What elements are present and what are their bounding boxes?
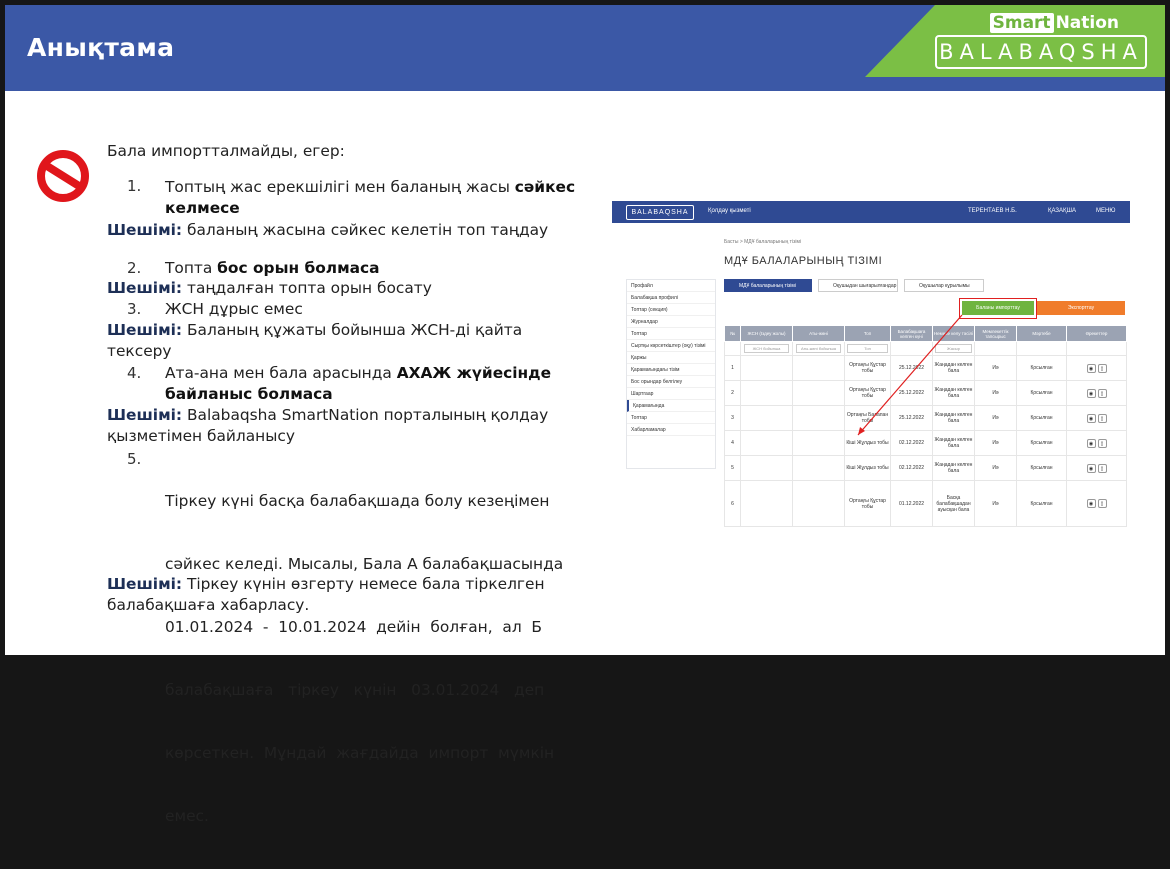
sidebar-item[interactable]: Сыртқы көрсеткіштер (оқу) тізімі (627, 340, 715, 352)
document-icon[interactable]: ▯ (1098, 389, 1107, 398)
type-filter-select[interactable]: Жасыр (935, 344, 972, 353)
sidebar-item[interactable]: Топтар (секция) (627, 304, 715, 316)
eye-icon[interactable]: ◉ (1087, 364, 1096, 373)
item-2-text: Топта бос орын болмаса (165, 259, 380, 277)
portal-language[interactable]: ҚАЗАҚША (1048, 208, 1077, 214)
name-filter-input[interactable]: Аты-жөні бойынша (796, 344, 842, 353)
import-child-button[interactable]: Баланы импорттау (962, 301, 1034, 315)
item-number: 2. (127, 259, 142, 277)
logo-top-text: Smart Nation (990, 13, 1119, 33)
item-5-text: Тіркеу күні басқа балабақшада болу кезеңімен сәйкес келеді. Мысалы, Бала А балабақшасында 01.01.2024 - 10.01.2024 дейін болған, ал Б балабақшаға тіркеу күнін 03.01.2024 деп көрсеткен. Мұндай жағдайда импорт мүмкін емес. (165, 492, 564, 825)
column-header: Немесе келу тәсілі (933, 326, 975, 342)
column-header: ЖСН (Іздеу жолы) (741, 326, 793, 342)
slide-title: Анықтама (27, 33, 175, 62)
item-1-solution: Шешімі: баланың жасына сәйкес келетін топ таңдау (107, 221, 549, 239)
portal-support-link[interactable]: Қолдау қызметі (708, 208, 751, 214)
eye-icon[interactable]: ◉ (1087, 414, 1096, 423)
item-number: 5. (127, 450, 142, 468)
item-4-solution: Шешімі: Balabaqsha SmartNation порталының қолдау қызметімен байланысу (107, 406, 549, 445)
eye-icon[interactable]: ◉ (1087, 389, 1096, 398)
item-number: 4. (127, 364, 142, 382)
column-header: Топ (845, 326, 891, 342)
table-row: 6 Ортаңғы Құстар тобы 01.12.2022 Басқа балабақшадан ауысқан бала Иә Қосылған ◉ ▯ (725, 481, 1127, 527)
export-button[interactable]: Экспорттау (1037, 301, 1125, 315)
column-header: Мәртебе (1017, 326, 1067, 342)
sidebar-item[interactable]: Профайл (627, 280, 715, 292)
portal-screenshot (612, 201, 1130, 549)
prohibited-icon (37, 150, 89, 202)
smartnation-logo (933, 11, 1147, 69)
table-row: 5 Кіші Жұлдыз тобы 02.12.2022 Жаңадан келген бала Иә Қосылған ◉ ▯ (725, 456, 1127, 481)
portal-page-title: МДҰ БАЛАЛАРЫНЫҢ ТІЗІМІ (724, 255, 883, 267)
eye-icon[interactable]: ◉ (1087, 499, 1096, 508)
portal-menu[interactable]: МЕНЮ (1096, 208, 1116, 214)
sidebar-item[interactable]: Бос орындар белгілеу (627, 376, 715, 388)
table-row: 1 Ортаңғы Құстар тобы 25.12.2022 Жаңадан келген бала Иә Қосылған ◉ ▯ (725, 356, 1127, 381)
eye-icon[interactable]: ◉ (1087, 439, 1096, 448)
sidebar-item[interactable]: Хабарламалар (627, 424, 715, 436)
portal-tab-list[interactable]: МДҰ балаларының тізімі (724, 279, 812, 292)
item-3-solution: Шешімі: Баланың құжаты бойынша ЖСН-ді қайта тексеру (107, 321, 523, 360)
document-icon[interactable]: ▯ (1098, 499, 1107, 508)
portal-tab-structure[interactable]: Оқушылар кұрылымы (904, 279, 984, 292)
eye-icon[interactable]: ◉ (1087, 464, 1096, 473)
table-row: 4 Кіші Жұлдыз тобы 02.12.2022 Жаңадан келген бала Иә Қосылған ◉ ▯ (725, 431, 1127, 456)
portal-breadcrumb: Басты > МДҰ балаларының тізімі (724, 239, 802, 245)
document-icon[interactable]: ▯ (1098, 464, 1107, 473)
portal-user[interactable]: ТЕРЕНТАЕВ Н.Б. (968, 208, 1017, 214)
sidebar-item[interactable]: Топтар (627, 328, 715, 340)
iin-filter-input[interactable]: ЖСН бойынша (744, 344, 790, 353)
sidebar-item[interactable]: Балабақша профилі (627, 292, 715, 304)
column-header: Мемлекеттік тапсырыс (975, 326, 1017, 342)
sidebar-item[interactable]: Қаржы (627, 352, 715, 364)
logo-wordmark: BALABAQSHA (935, 35, 1147, 69)
group-filter-select[interactable]: Топ (847, 344, 888, 353)
sidebar-item[interactable]: Журналдар (627, 316, 715, 328)
item-number: 3. (127, 300, 142, 318)
item-4-text: Ата-ана мен бала арасында АХАЖ жүйесінде байланыс болмаса (165, 364, 552, 403)
item-5-solution: Шешімі: Тіркеу күнін өзгерту немесе бала тіркелген балабақшаға хабарласу. (107, 575, 545, 614)
item-3-text: ЖСН дұрыс емес (165, 300, 303, 318)
portal-tab-removed[interactable]: Оқушыдан шығарылғандар (818, 279, 898, 292)
portal-logo[interactable]: BALABAQSHA (626, 205, 694, 220)
document-icon[interactable]: ▯ (1098, 439, 1107, 448)
sidebar-item[interactable]: Топтар (627, 412, 715, 424)
sidebar-item-active[interactable]: Қарамағында (627, 400, 715, 412)
sidebar-item[interactable]: Шартгаар (627, 388, 715, 400)
column-header: Балабақшаға келген күні (891, 326, 933, 342)
item-number: 1. (127, 177, 142, 195)
intro-text: Бала импортталмайды, егер: (107, 142, 345, 160)
table-row: 2 Ортаңғы Құстар тобы 25.12.2022 Жаңадан келген бала Иә Қосылған ◉ ▯ (725, 381, 1127, 406)
column-header: № (725, 326, 741, 342)
item-2-solution: Шешімі: таңдалған топта орын босату (107, 279, 432, 297)
slide-header (5, 5, 1165, 91)
column-header: Әрекеттер (1067, 326, 1127, 342)
table-row: 3 Ортаңғы Балапан тобы 25.12.2022 Жаңадан келген бала Иә Қосылған ◉ ▯ (725, 406, 1127, 431)
item-1-text: Топтың жас ерекшілігі мен баланың жасы сәйкес келмесе (165, 178, 576, 217)
column-header: Аты-жөні (793, 326, 845, 342)
slide (5, 5, 1165, 825)
document-icon[interactable]: ▯ (1098, 414, 1107, 423)
document-icon[interactable]: ▯ (1098, 364, 1107, 373)
sidebar-item[interactable]: Қарамағындағы тізім (627, 364, 715, 376)
red-arrow-icon (612, 201, 1130, 549)
